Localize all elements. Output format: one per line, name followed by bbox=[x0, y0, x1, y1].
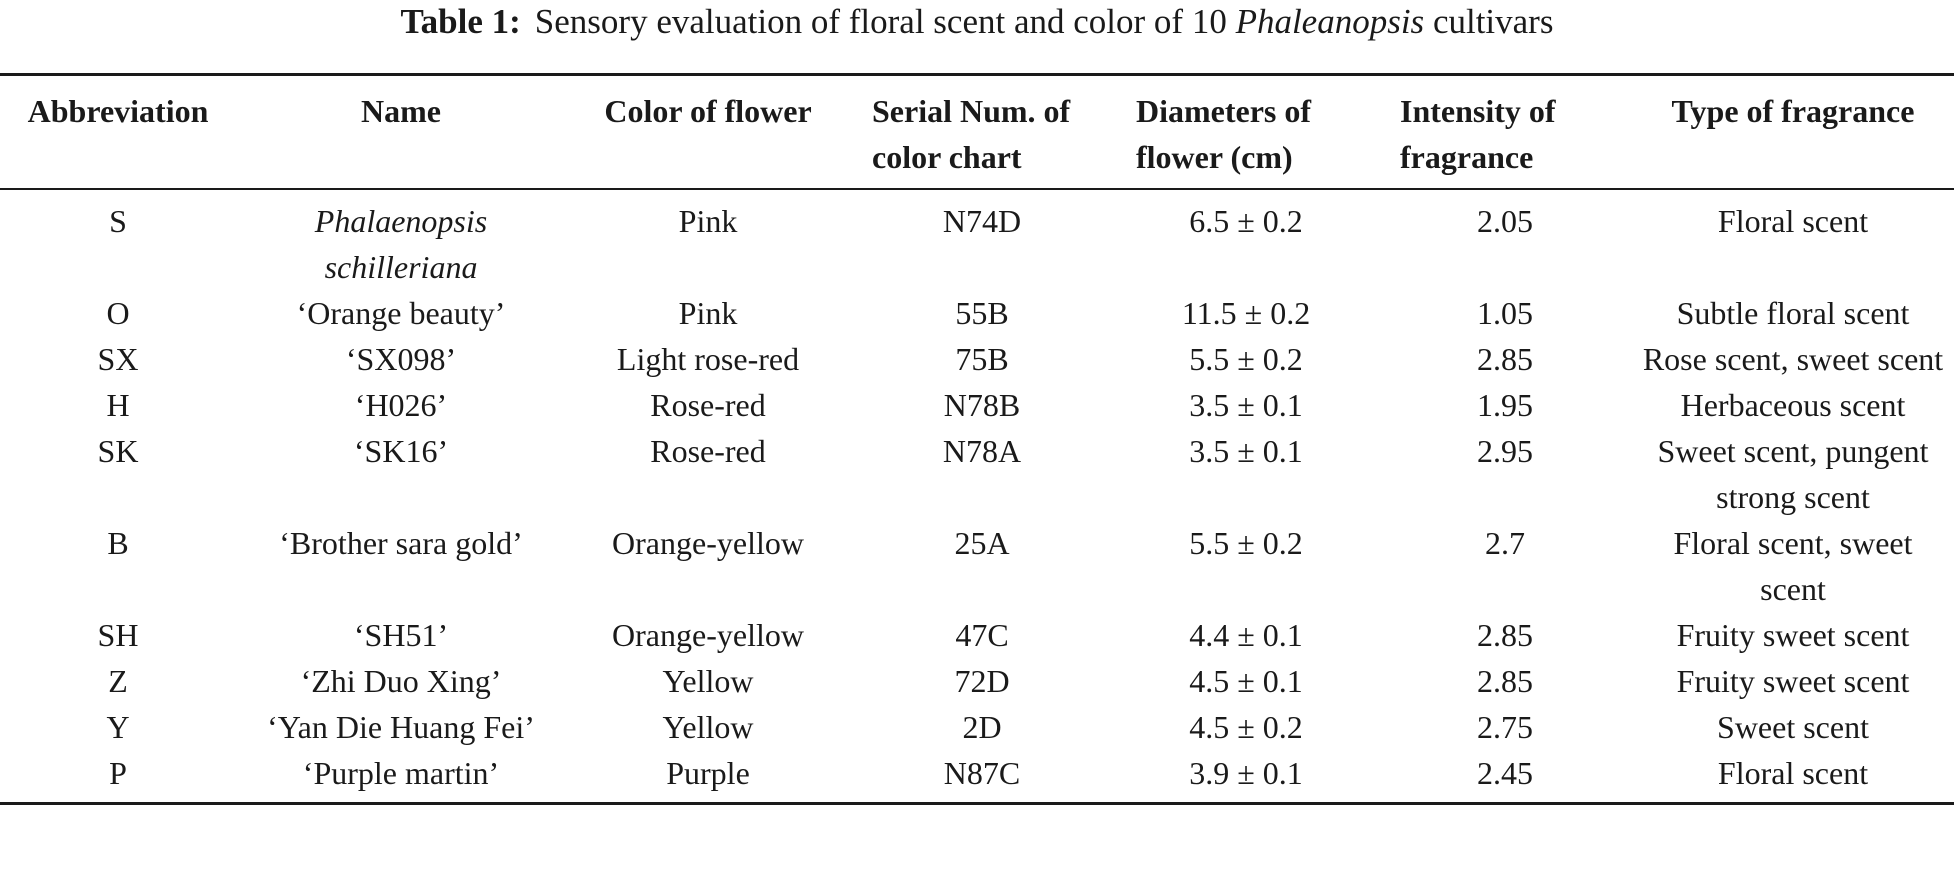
cell-name: ‘H026’ bbox=[354, 387, 448, 423]
cell-color: Pink bbox=[678, 295, 738, 331]
cell-serial-num: N87C bbox=[943, 755, 1021, 791]
caption-text: Sensory evaluation of floral scent and color of 10 bbox=[534, 2, 1236, 41]
cell-color: Orange-yellow bbox=[612, 525, 804, 561]
cell-serial-num: N74D bbox=[942, 203, 1022, 239]
caption-text-end: cultivars bbox=[1424, 2, 1554, 41]
cell-diameter: 6.5 ± 0.2 bbox=[1189, 203, 1303, 239]
cell-color: Yellow bbox=[662, 663, 754, 699]
table-header bbox=[0, 75, 1954, 190]
cell-abbreviation: P bbox=[109, 755, 127, 791]
cell-diameter: 4.5 ± 0.1 bbox=[1189, 663, 1303, 699]
cell-fragrance-type: Floral scent bbox=[1717, 755, 1869, 791]
cell-abbreviation: Z bbox=[108, 663, 128, 699]
cell-name: ‘Brother sara gold’ bbox=[279, 525, 523, 561]
cell-color: Pink bbox=[678, 203, 738, 239]
cell-serial-num: N78B bbox=[943, 387, 1021, 423]
cell-name: ‘Yan Die Huang Fei’ bbox=[267, 709, 535, 745]
cell-color: Yellow bbox=[662, 709, 754, 745]
cell-intensity: 2.75 bbox=[1477, 709, 1533, 745]
cell-intensity: 2.45 bbox=[1477, 755, 1533, 791]
cell-serial-num: 2D bbox=[962, 709, 1002, 745]
cell-color: Rose-red bbox=[650, 387, 766, 423]
cell-fragrance-type: Subtle floral scent bbox=[1676, 295, 1910, 331]
table-row bbox=[0, 428, 1954, 520]
table-row bbox=[0, 290, 1954, 336]
cell-serial-num: 55B bbox=[955, 295, 1009, 331]
header-type-of-fragrance: Type of fragrance bbox=[1632, 75, 1954, 190]
caption-italic-genus: Phaleanopsis bbox=[1235, 2, 1425, 41]
cell-name: ‘Zhi Duo Xing’ bbox=[300, 663, 502, 699]
cell-fragrance-type: Floral scent, sweet scent bbox=[1673, 525, 1913, 607]
cell-diameter: 4.5 ± 0.2 bbox=[1189, 709, 1303, 745]
header-intensity: Intensity of fragrance bbox=[1378, 75, 1632, 190]
table-body bbox=[0, 189, 1954, 804]
cell-fragrance-type: Fruity sweet scent bbox=[1676, 617, 1910, 653]
cell-fragrance-type: Rose scent, sweet scent bbox=[1642, 341, 1944, 377]
header-abbreviation: Abbreviation bbox=[0, 75, 236, 190]
table-row bbox=[0, 612, 1954, 658]
caption-label: Table 1: bbox=[400, 2, 521, 41]
cell-serial-num: 72D bbox=[954, 663, 1010, 699]
table-row bbox=[0, 520, 1954, 612]
cell-name: ‘Purple martin’ bbox=[302, 755, 500, 791]
cell-intensity: 2.7 bbox=[1485, 525, 1525, 561]
cell-diameter: 5.5 ± 0.2 bbox=[1189, 341, 1303, 377]
cell-diameter: 5.5 ± 0.2 bbox=[1189, 525, 1303, 561]
cell-intensity: 2.05 bbox=[1477, 203, 1533, 239]
header-diameters: Diameters of flower (cm) bbox=[1114, 75, 1378, 190]
cell-intensity: 2.85 bbox=[1477, 663, 1533, 699]
cell-serial-num: 47C bbox=[955, 617, 1009, 653]
cell-fragrance-type: Fruity sweet scent bbox=[1676, 663, 1910, 699]
cell-intensity: 2.85 bbox=[1477, 341, 1533, 377]
table-row bbox=[0, 658, 1954, 704]
table-row bbox=[0, 189, 1954, 290]
table-row bbox=[0, 382, 1954, 428]
cultivar-table bbox=[0, 73, 1954, 805]
table-caption bbox=[0, 0, 1954, 44]
cell-fragrance-type: Floral scent bbox=[1717, 203, 1869, 239]
table-row bbox=[0, 336, 1954, 382]
cell-diameter: 3.9 ± 0.1 bbox=[1189, 755, 1303, 791]
cell-intensity: 2.85 bbox=[1477, 617, 1533, 653]
cell-diameter: 3.5 ± 0.1 bbox=[1189, 433, 1303, 469]
cell-serial-num: 25A bbox=[954, 525, 1010, 561]
table-row bbox=[0, 704, 1954, 750]
cell-fragrance-type: Sweet scent, pungent strong scent bbox=[1657, 433, 1929, 515]
cell-serial-num: 75B bbox=[955, 341, 1009, 377]
cell-color: Light rose-red bbox=[616, 341, 800, 377]
cell-abbreviation: SX bbox=[97, 341, 139, 377]
header-row bbox=[0, 75, 1954, 190]
cell-intensity: 1.05 bbox=[1477, 295, 1533, 331]
table-row bbox=[0, 750, 1954, 804]
cell-abbreviation: O bbox=[106, 295, 130, 331]
header-name: Name bbox=[236, 75, 566, 190]
cell-name: ‘SK16’ bbox=[353, 433, 449, 469]
header-serial-num: Serial Num. of color chart bbox=[850, 75, 1114, 190]
cell-abbreviation: B bbox=[107, 525, 129, 561]
cell-name: ‘SH51’ bbox=[353, 617, 449, 653]
cell-abbreviation: SH bbox=[97, 617, 139, 653]
cell-color: Orange-yellow bbox=[612, 617, 804, 653]
cell-diameter: 4.4 ± 0.1 bbox=[1189, 617, 1303, 653]
cell-name: ‘Orange beauty’ bbox=[296, 295, 506, 331]
cell-fragrance-type: Herbaceous scent bbox=[1680, 387, 1906, 423]
cell-serial-num: N78A bbox=[942, 433, 1022, 469]
cell-abbreviation: S bbox=[109, 203, 127, 239]
header-color-of-flower: Color of flower bbox=[566, 75, 850, 190]
cell-color: Rose-red bbox=[650, 433, 766, 469]
cell-intensity: 2.95 bbox=[1477, 433, 1533, 469]
cell-abbreviation: Y bbox=[106, 709, 130, 745]
cell-diameter: 3.5 ± 0.1 bbox=[1189, 387, 1303, 423]
cell-color: Purple bbox=[666, 755, 750, 791]
cell-diameter: 11.5 ± 0.2 bbox=[1181, 295, 1311, 331]
cell-name: ‘SX098’ bbox=[345, 341, 457, 377]
cell-intensity: 1.95 bbox=[1477, 387, 1533, 423]
cell-fragrance-type: Sweet scent bbox=[1717, 709, 1869, 745]
cell-name: Phalaenopsis schilleriana bbox=[314, 203, 488, 285]
cell-abbreviation: H bbox=[106, 387, 130, 423]
cell-abbreviation: SK bbox=[97, 433, 139, 469]
